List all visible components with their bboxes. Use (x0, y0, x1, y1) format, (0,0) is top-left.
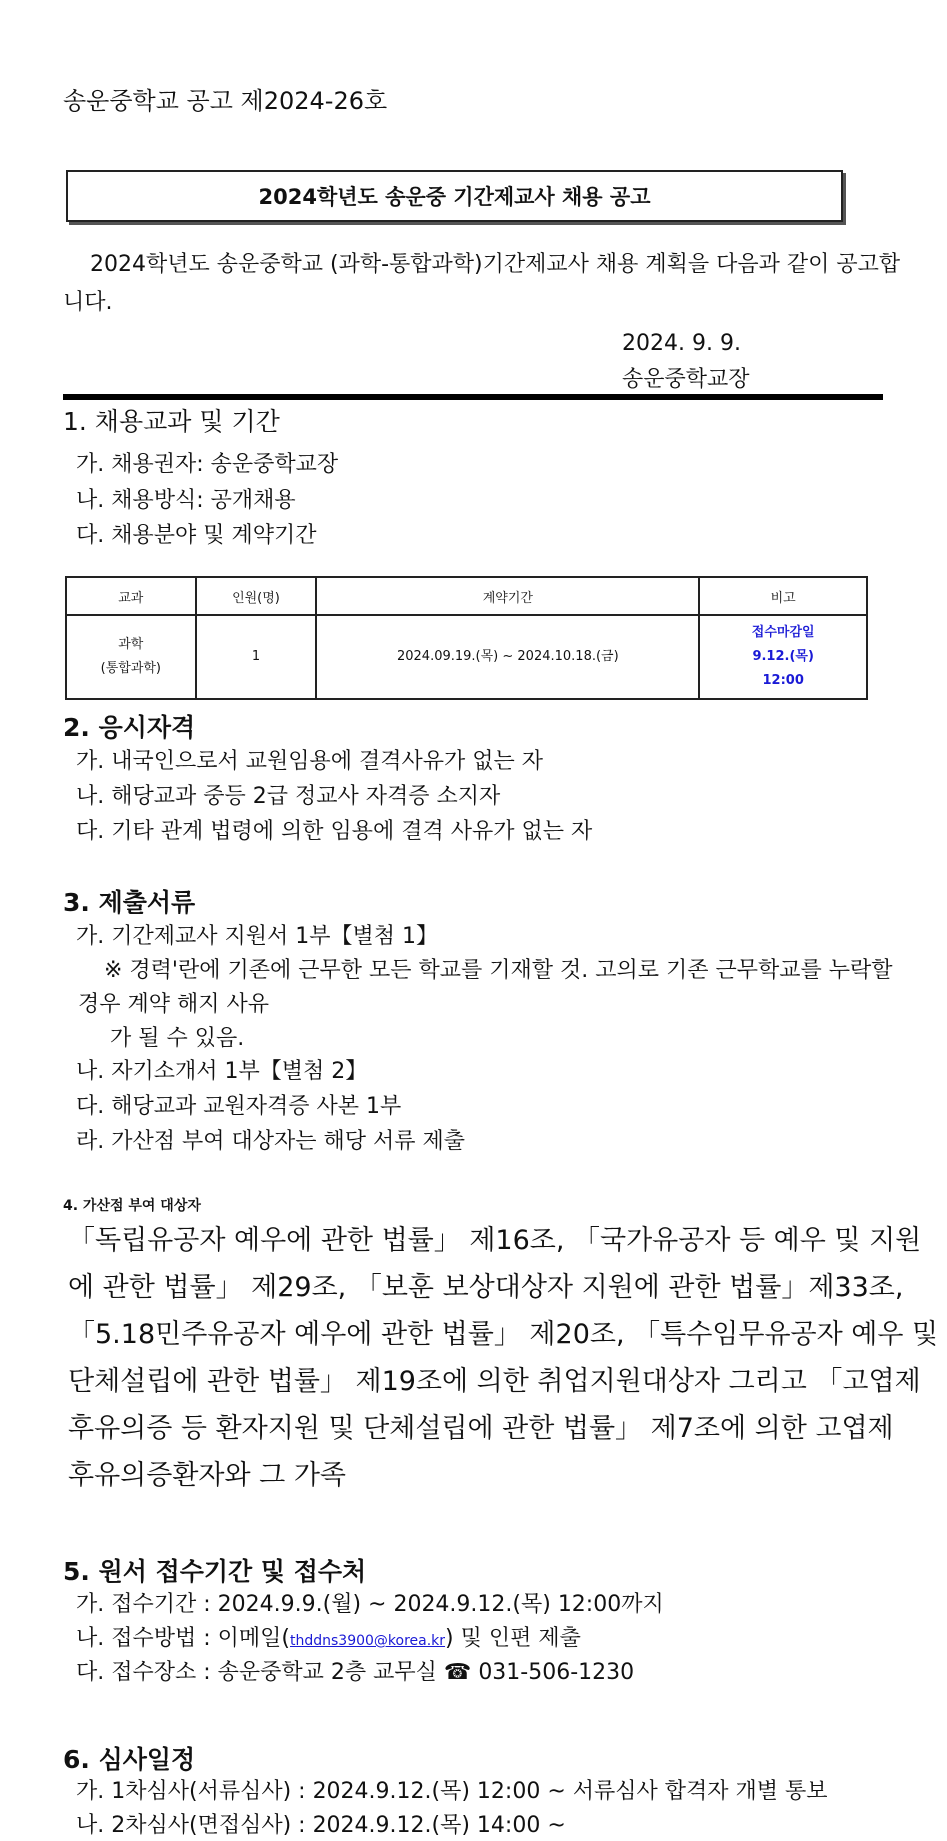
law-line: 후유의증환자와 그 가족 (68, 1460, 346, 1491)
section6-item: 나. 2차심사(면접심사) : 2024.9.12.(목) 14:00 ~ (76, 1813, 566, 1838)
notice-date: 2024. 9. 9. (622, 331, 741, 356)
section3-item: 라. 가산점 부여 대상자는 해당 서류 제출 (76, 1129, 465, 1154)
section1-item: 다. 채용분야 및 계약기간 (76, 523, 317, 548)
notice-number: 송운중학교 공고 제2024-26호 (63, 87, 388, 115)
section3-heading: 3. 제출서류 (63, 888, 196, 917)
email-link[interactable]: thddns3900@korea.kr (289, 1633, 446, 1649)
method-suffix: ) 및 인편 제출 (445, 1626, 581, 1651)
section2-item: 다. 기타 관계 법령에 의한 임용에 결격 사유가 없는 자 (76, 819, 593, 844)
section3-note: ※ 경력'란에 기존에 근무한 모든 학교를 기재할 것. 고의로 기존 근무학교를 누락할 (104, 958, 893, 983)
subject-name: 과학 (118, 637, 144, 652)
section1-item: 가. 채용권자: 송운중학교장 (76, 452, 339, 477)
law-line: 에 관한 법률」 제29조, 「보훈 보상대상자 지원에 관한 법률」제33조, (68, 1272, 904, 1303)
period-cell: 2024.09.19.(목) ~ 2024.10.18.(금) (316, 615, 699, 699)
law-line: 후유의증 등 환자지원 및 단체설립에 관한 법률」 제7조에 의한 고엽제 (68, 1413, 894, 1444)
intro-text-cont: 니다. (63, 290, 113, 315)
method-label: 나. 접수방법 : 이메일( (76, 1626, 290, 1651)
section3-item: 다. 해당교과 교원자격증 사본 1부 (76, 1094, 402, 1119)
deadline-label: 접수마감일 (751, 625, 815, 640)
section2-heading: 2. 응시자격 (63, 713, 196, 742)
phone-icon: ☎ (443, 1660, 472, 1685)
section3-note: 경우 계약 해지 사유 (78, 992, 269, 1017)
table-header: 인원(명) (196, 577, 317, 615)
section5-item: 가. 접수기간 : 2024.9.9.(월) ~ 2024.9.12.(목) 12:00까지 (76, 1592, 664, 1617)
table-row (66, 615, 867, 699)
section6-heading: 6. 심사일정 (63, 1745, 196, 1774)
subject-cell (66, 615, 196, 699)
divider (63, 394, 883, 400)
section1-heading: 1. 채용교과 및 기간 (63, 407, 280, 436)
notice-title (66, 170, 843, 222)
location-label: 다. 접수장소 : 송운중학교 2층 교무실 (76, 1660, 437, 1685)
law-line: 단체설립에 관한 법률」 제19조에 의한 취업지원대상자 그리고 「고엽제 (68, 1366, 921, 1397)
section3-item: 나. 자기소개서 1부【별첨 2】 (76, 1059, 368, 1084)
section6-item: 가. 1차심사(서류심사) : 2024.9.12.(목) 12:00 ~ 서류심사 합격자 개별 통보 (76, 1779, 828, 1804)
notice-issuer: 송운중학교장 (622, 367, 750, 392)
section4-heading: 4. 가산점 부여 대상자 (63, 1198, 201, 1214)
law-line: 「5.18민주유공자 예우에 관한 법률」 제20조, 「특수임무유공자 예우 및 (68, 1319, 939, 1350)
section2-item: 가. 내국인으로서 교원임용에 결격사유가 없는 자 (76, 749, 544, 774)
table-header: 계약기간 (316, 577, 699, 615)
section1-item: 나. 채용방식: 공개채용 (76, 488, 296, 513)
subject-detail: (통합과학) (100, 661, 162, 676)
section5-heading: 5. 원서 접수기간 및 접수처 (63, 1557, 367, 1586)
table-header-row (66, 577, 867, 615)
deadline-time: 12:00 (762, 673, 804, 688)
phone-number: 031-506-1230 (478, 1660, 635, 1685)
count-cell: 1 (196, 615, 317, 699)
section3-item: 가. 기간제교사 지원서 1부【별첨 1】 (76, 924, 438, 949)
bonus-eligibility-text (68, 1217, 939, 1499)
notice-title-text: 2024학년도 송운중 기간제교사 채용 공고 (258, 185, 651, 209)
section2-item: 나. 해당교과 중등 2급 정교사 자격증 소지자 (76, 784, 501, 809)
section3-note: 가 될 수 있음. (110, 1026, 245, 1051)
table-header: 비고 (699, 577, 867, 615)
note-cell (699, 615, 867, 699)
deadline-date: 9.12.(목) (752, 649, 814, 664)
intro-text: 2024학년도 송운중학교 (과학-통합과학)기간제교사 채용 계획을 다음과 같이 공고합 (90, 252, 901, 277)
law-line: 「독립유공자 예우에 관한 법률」 제16조, 「국가유공자 등 예우 및 지원 (68, 1225, 922, 1256)
section5-item (76, 1624, 581, 1656)
table-header: 교과 (66, 577, 196, 615)
hiring-table (65, 576, 868, 700)
section5-item (76, 1658, 634, 1688)
